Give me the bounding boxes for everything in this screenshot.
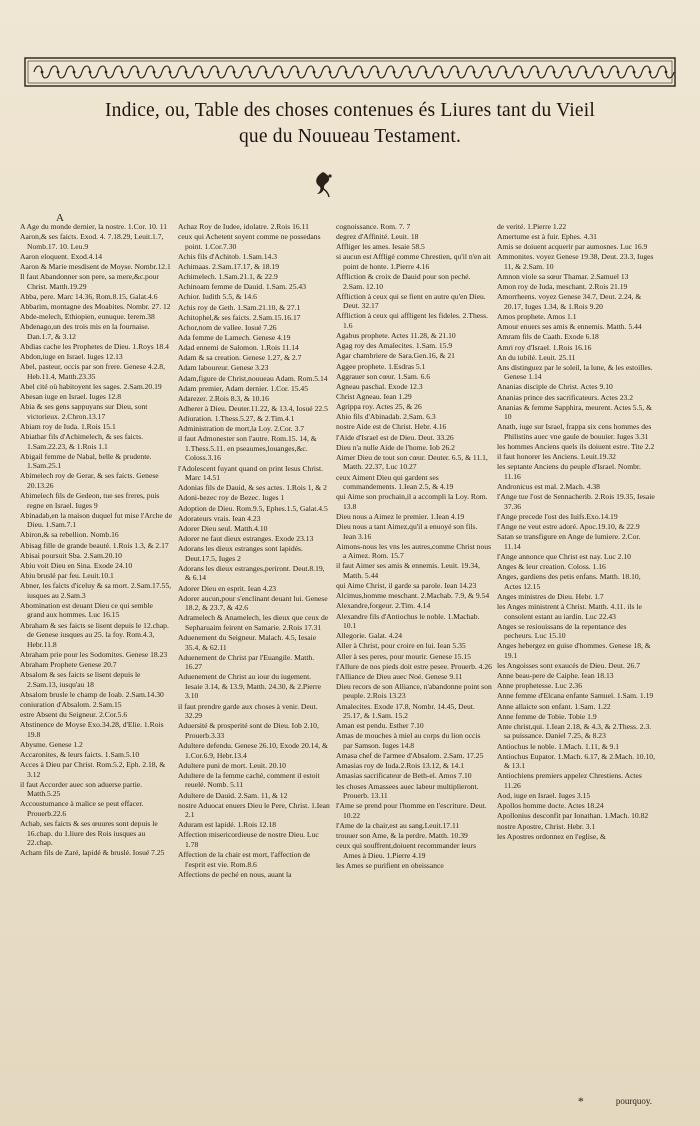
index-entry: Amalecites. Exode 17.8, Nombr. 14.45, Deut. 25.17, & 1.Sam. 15.2 bbox=[336, 701, 475, 721]
index-entry: les hommes Anciens quels ils doiuent estre. Tite 2.2 bbox=[497, 442, 655, 452]
headpiece-ornament bbox=[24, 57, 676, 87]
index-entry: Achaz Roy de Iudee, idolatre. 2.Rois 16.11 bbox=[178, 222, 309, 231]
index-entry: Amasias sacrificateur de Beth-el. Amos 7.10 bbox=[336, 771, 472, 781]
index-entry: Adherer à Dieu. Deuter.11.22, & 13.4, Iosué 22.5 bbox=[178, 403, 328, 413]
index-entry: Abimelech roy de Gerar, & ses faicts. Genese 20.13.26 bbox=[20, 471, 159, 490]
index-entry: Achimaas. 2.Sam.17.17, & 18.19 bbox=[178, 261, 280, 271]
index-entry: Adramelech & Anamelech, les dieux que ceux de Sepharuaim feirent en Samarie. 2.Rois 17.31 bbox=[178, 613, 329, 632]
index-entry: l'Ame de la chair,est au sang.Leuit.17.11 bbox=[336, 820, 460, 830]
index-entry: Abner, les faicts d'iceluy & sa mort. 2.Sam.17.55, iusques au 2.Sam.3 bbox=[20, 581, 172, 600]
index-entry: Achinoam femme de Dauid. 1.Sam. 25.43 bbox=[178, 282, 307, 292]
index-entry: Administration de mort,la Loy. 2.Cor. 3.7 bbox=[178, 424, 305, 434]
index-entry: Adultere defendu. Genese 26.10, Exode 20.14, & 1.Cor.6.9, Hebr.13.4 bbox=[178, 741, 328, 760]
index-entry: Andronicus est mal. 2.Mach. 4.38 bbox=[497, 482, 600, 492]
index-entry: Allegorie. Galat. 4.24 bbox=[336, 631, 403, 641]
index-entry: Agag roy des Amalecites. 1.Sam. 15.9 bbox=[336, 341, 453, 351]
index-entry: Ananias prince des sacrificateurs. Actes 23.2 bbox=[497, 392, 634, 402]
index-entry: Anges, gardiens des petis enfans. Matth. 18.10, Actes 12.15 bbox=[497, 572, 641, 591]
index-entry: A Age du monde dernier, la nostre. 1.Cor. 10. 11 bbox=[20, 222, 168, 231]
index-entry: Affliction à ceux qui se fient en autre qu'en Dieu. Deut. 32.17 bbox=[336, 291, 486, 311]
index-entry: Alexandre,forgeur. 2.Tim. 4.14 bbox=[336, 601, 431, 611]
index-entry: Christ Agneau. Iean 1.29 bbox=[336, 392, 412, 402]
index-entry: Achor,nom de vallee. Iosué 7.26 bbox=[178, 322, 277, 332]
index-entry: ceux qui Achetent soyent comme ne possedans point. 1.Cor.7.30 bbox=[178, 232, 321, 251]
index-entry: Amnon viole sa sœur Thamar. 2.Samuel 13 bbox=[497, 272, 629, 282]
index-entry: Abiam roy de Iuda. 1.Rois 15.1 bbox=[20, 421, 116, 431]
index-entry: Abraham & ses faicts se lisent depuis le 12.chap. de Genese iusques au 25. la foy. Rom.4.3, Hebr.11.8 bbox=[20, 620, 169, 649]
index-entry: Affections de peché en nous, auant la bbox=[178, 869, 292, 879]
index-entry: trouuer son Ame, & la perdre. Matth. 10.39 bbox=[336, 831, 468, 841]
index-entry: An du iubilé. Leuit. 25.11 bbox=[497, 352, 576, 362]
index-entry: Anne femme d'Elcana enfante Samuel. 1.Sam. 1.19 bbox=[497, 691, 654, 701]
page-footer bbox=[577, 1094, 652, 1108]
index-column-4 bbox=[497, 222, 657, 1112]
index-entry: Adorateurs vrais. Iean 4.23 bbox=[178, 513, 261, 523]
index-entry: Acham fils de Zaré, lapidé & bruslé. Iosué 7.25 bbox=[20, 848, 165, 858]
index-entry: si aucun est Affligé comme Chrestien, qu'il n'en ait point de honte. 1.Pierre 4.16 bbox=[336, 252, 491, 271]
index-entry: Abiu bruslé par feu. Leuit.10.1 bbox=[20, 570, 114, 580]
index-entry: Abinadab,en la maison duquel fut mise l'Arche de Dieu. 1.Sam.7.1 bbox=[20, 510, 172, 530]
index-entry: Abel cité où habitoyent les sages. 2.Sam.20.19 bbox=[20, 381, 162, 391]
index-entry: Aaron & Marie mesdisent de Moyse. Nombr.12.1 bbox=[20, 261, 171, 271]
index-entry: Aggrauer son cœur. 1.Sam. 6.6 bbox=[336, 371, 431, 381]
index-entry: Affection misericordieuse de nostre Dieu. Luc 1.78 bbox=[178, 830, 319, 850]
index-entry: Amorrheens. voyez Genese 34.7, Deut. 2.24, & 20.17, Iuges 1.34, & 1.Rois 9.20 bbox=[497, 292, 642, 311]
index-entry: Abomination est deuant Dieu ce qui semble grand aux hommes. Luc 16.15 bbox=[20, 600, 153, 620]
index-entry: Amasias roy de Iuda.2.Rois 13.12, & 14.1 bbox=[336, 761, 465, 771]
index-entry: Apollos homme docte. Actes 18.24 bbox=[497, 801, 604, 811]
index-entry: les choses Amassees auec labeur multiplieront. Prouerb. 13.11 bbox=[336, 781, 479, 801]
index-entry: qui Aime Christ, il garde sa parole. Iean 14.23 bbox=[336, 581, 477, 591]
index-entry: Aduersité & prosperité sont de Dieu. Iob 2.10, Prouerb.3.33 bbox=[178, 721, 319, 740]
index-entry: Alexandre fils d'Antiochus le noble. 1.Machab. 10.1 bbox=[336, 611, 480, 631]
catchword: pourquoy. bbox=[615, 1096, 652, 1106]
index-entry: Adam & sa creation. Genese 1.27, & 2.7 bbox=[178, 353, 302, 363]
index-entry: coniuration d'Absalom. 2.Sam.15 bbox=[20, 699, 122, 709]
index-entry: Aduenement du Seigneur. Malach. 4.5, Iesaie 35.4, & 62.11 bbox=[178, 633, 317, 652]
index-entry: Amos prophete. Amos 1.1 bbox=[497, 312, 577, 322]
index-entry: les septante Anciens du peuple d'Israel. Nombr. 11.16 bbox=[497, 462, 641, 481]
index-entry: Absalom brusle le champ de Ioab. 2.Sam.14.30 bbox=[20, 689, 164, 699]
index-entry: l'Ange precede l'ost des Iuifs.Exo.14.19 bbox=[497, 511, 618, 521]
index-entry: il faut Aimer ses amis & ennemis. Leuit. 19.34, Matth. 5.44 bbox=[336, 561, 480, 580]
index-entry: Ananias & femme Sapphira, meurent. Actes 5.5, & 10 bbox=[497, 402, 653, 422]
index-entry: Abel, pasteur, occis par son frere. Genese 4.2.8, Heb.11.4, Matth.23.35 bbox=[20, 362, 165, 381]
index-entry: Accoustumance à malice se peut effacer. Prouerb.22.6 bbox=[20, 799, 144, 819]
index-entry: Aman est pendu. Esther 7.10 bbox=[336, 721, 424, 731]
index-entry: Adam,figure de Christ,nouueau Adam. Rom.5.14 bbox=[178, 373, 328, 383]
index-entry: Adoni-bezec roy de Bezec. Iuges 1 bbox=[178, 493, 285, 503]
index-entry: qui Aime son prochain,il a accompli la Loy. Rom. 13.8 bbox=[336, 492, 488, 511]
index-entry: Anges ministres de Dieu. Hebr. 1.7 bbox=[497, 591, 604, 601]
index-entry: l'Ame se prend pour l'homme en l'escriture. Deut. 10.22 bbox=[336, 801, 487, 820]
index-entry: estre Absent du Seigneur. 2.Cor.5.6 bbox=[20, 709, 128, 719]
index-entry: Dieu recors de son Alliance, n'abandonne point son peuple. 2.Rois 13.23 bbox=[336, 681, 492, 701]
index-entry: Ada femme de Lamech. Genese 4.19 bbox=[178, 332, 291, 342]
index-entry: les Apostres ordonnez en l'eglise, & bbox=[497, 831, 606, 841]
index-entry: Adarezer. 2.Rois 8.3, & 10.16 bbox=[178, 393, 269, 403]
index-entry: Aduenement de Christ au iour du iugement. Iesaie 3.14, & 13.9, Matth. 24.30, & 2.Pierre 3.10 bbox=[178, 672, 322, 701]
index-entry: les Anges ministrent à Christ. Matth. 4.11. ils le consolent estant au iardin. Luc 22.43 bbox=[497, 602, 642, 621]
index-entry: Abiron,& sa rebellion. Nomb.16 bbox=[20, 530, 119, 540]
index-entry: cognoissance. Rom. 7. 7 bbox=[336, 222, 411, 231]
index-entry: Ammonites. voyez Genese 19.38, Deut. 23.3, Iuges 11, & 2.Sam. 10 bbox=[497, 252, 654, 271]
index-entry: degrez d'Affinité. Leuit. 18 bbox=[336, 232, 419, 242]
index-entry: Abstinence de Moyse Exo.34.28, d'Elie. 1.Rois 19.8 bbox=[20, 720, 164, 739]
index-entry: Agrippa roy. Actes 25, & 26 bbox=[336, 402, 422, 412]
index-entry: Amri roy d'Israel. 1.Rois 16.16 bbox=[497, 342, 592, 352]
index-entry: Absalom & ses faicts se lisent depuis le 2.Sam.13, iusqu'au 18 bbox=[20, 670, 141, 689]
index-entry: Aaron,& ses faicts. Exod. 4. 7.18.29, Leuit.1.7, Nomb.17. 10. Leu.9 bbox=[20, 232, 164, 251]
index-entry: l'Allure de nos pieds doit estre pesee. Prouerb. 4.26 bbox=[336, 661, 492, 671]
index-entry: Adorer ne faut dieux estranges. Exode 23.13 bbox=[178, 533, 314, 543]
index-entry: Aaron eloquent. Exod.4.14 bbox=[20, 251, 103, 261]
index-entry: Abbarim, montagne des Moabites. Nombr. 27. 12 bbox=[20, 301, 171, 311]
index-entry: nostre Aide est de Christ. Hebr. 4.16 bbox=[336, 422, 447, 432]
index-entry: Aimer Dieu de tout son cœur. Deuter. 6.5, & 11.1, Matth. 22.37, Luc 10.27 bbox=[336, 452, 488, 472]
index-entry: Abba, pere. Marc 14.36, Rom.8.15, Galat.4.6 bbox=[20, 291, 158, 301]
index-entry: Abiu voit Dieu en Sina. Exode 24.10 bbox=[20, 560, 133, 570]
index-entry: Ans distinguez par le soleil, la lune, & les estoilles. Genese 1.14 bbox=[497, 362, 653, 382]
index-entry: Abimelech fils de Gedeon, tue ses freres, puis regne en Israel. Iuges 9 bbox=[20, 491, 160, 510]
index-entry: Anne beau-pere de Caiphe. Iean 18.13 bbox=[497, 671, 614, 681]
index-entry: Abdenago,un des trois mis en la fournaise. Dan.1.7, & 3.12 bbox=[20, 322, 150, 341]
index-entry: Anges hebergez en guise d'hommes. Genese 18, & 19.1 bbox=[497, 641, 651, 660]
index-entry: Il faut Abandonner son pere, sa mere,&c.pour Christ. Matth.19.29 bbox=[20, 272, 159, 291]
index-entry: Abia & ses gens sappuyans sur Dieu, sont victorieux. 2.Chron.13.17 bbox=[20, 402, 148, 421]
index-entry: Adorer Dieu seul. Matth.4.10 bbox=[178, 523, 268, 533]
index-entry: Adam premier, Adam dernier. 1.Cor. 15.45 bbox=[178, 383, 309, 393]
index-entry: Aimons-nous les vns les autres,comme Christ nous a Aimez. Rom. 15.7 bbox=[336, 541, 492, 561]
index-entry: Abysme. Genese 1.2 bbox=[20, 739, 83, 749]
title-line-2: que du Nouueau Testament. bbox=[238, 126, 462, 147]
index-entry: Acces à Dieu par Christ. Rom.5.2, Eph. 2.18, & 3.12 bbox=[20, 760, 166, 779]
index-entry: Abraham Prophete Genese 20.7 bbox=[20, 659, 117, 669]
index-entry: Dieu nous a Aimez le premier. 1.Iean 4.19 bbox=[336, 511, 465, 521]
index-entry: Achitophel,& ses faicts. 2.Sam.15.16.17 bbox=[178, 312, 301, 322]
index-entry: Adiuration. 1.Thess.5.27, & 2.Tim.4.1 bbox=[178, 414, 295, 424]
index-entry: Adultere puni de mort. Leuit. 20.10 bbox=[178, 760, 286, 770]
index-entry: Ahio fils d'Abinadab. 2.Sam. 6.3 bbox=[336, 412, 436, 422]
index-entry: Anath, iuge sur Israel, frappa six cens hommes des Philistins auec vne gaule de bouuier. Iuges 3.31 bbox=[497, 422, 652, 441]
index-entry: Abdon,iuge en Israel. Iuges 12.13 bbox=[20, 352, 123, 362]
index-entry: Abesan iuge en Israel. Iuges 12.8 bbox=[20, 392, 122, 402]
index-entry: ceux Aiment Dieu qui gardent ses commandements. 1.Iean 2.5, & 4.19 bbox=[336, 472, 454, 492]
index-entry: nostre Aduocat enuers Dieu le Pere, Christ. 1.Iean 2.1 bbox=[178, 800, 330, 820]
index-entry: Abisag fille de grande beauté. 1.Rois 1.3, & 2.17 bbox=[20, 540, 169, 550]
index-entry: Achab, ses faicts & ses œuures sont depuis le 16.chap. du 1.liure des Rois iusques au 22.chap. bbox=[20, 819, 158, 848]
index-entry: Aller à ses peres, pour mourir. Genese 15.15 bbox=[336, 651, 471, 661]
index-entry: Adonias fils de Dauid, & ses actes. 1.Rois 1, & 2 bbox=[178, 483, 327, 493]
index-entry: Antiochiens premiers appelez Chrestiens. Actes 11.26 bbox=[497, 771, 642, 790]
index-entry: Aod, iuge en Israel. Iuges 3.15 bbox=[497, 791, 591, 801]
page-title bbox=[40, 98, 660, 150]
index-entry: Adorer Dieu en esprit. Iean 4.23 bbox=[178, 583, 277, 593]
index-entry: Abraham prie pour les Sodomites. Genese 18.23 bbox=[20, 649, 168, 659]
section-letter: A bbox=[56, 212, 64, 224]
index-entry: ceux qui souffrent,doiuent recommander leurs Ames à Dieu. 1.Pierre 4.19 bbox=[336, 841, 477, 860]
fleuron-icon bbox=[310, 170, 336, 200]
index-entry: Affliger les ames. Iesaie 58.5 bbox=[336, 242, 425, 252]
index-entry: Satan se transfigure en Ange de lumiere. 2.Cor. 11.14 bbox=[497, 532, 641, 551]
index-entry: Amertume est à fuir. Ephes. 4.31 bbox=[497, 232, 597, 242]
index-entry: Agabus prophete. Actes 11.28, & 21.10 bbox=[336, 331, 456, 341]
index-entry: Abde-melech, Ethiopien, eunuque. Ierem.38 bbox=[20, 312, 155, 322]
index-entry: Dieu nous a tant Aimez,qu'il a enuoyé son fils. Iean 3.16 bbox=[336, 522, 478, 541]
index-entry: Adorans les dieux estranges,periront. Deut.8.19, & 6.14 bbox=[178, 563, 325, 583]
index-entry: Alcimus,homme meschant. 2.Machab. 7.9, & 9.54 bbox=[336, 591, 490, 601]
index-entry: Affliction & croix de Dauid pour son peché. 2.Sam. 12.10 bbox=[336, 272, 471, 291]
index-entry: Adultere de la femme caché, comment il estoit reuelé. Nomb. 5.11 bbox=[178, 770, 320, 790]
index-entry: l'Adolescent fuyant quand on print Iesus Christ. Marc 14.51 bbox=[178, 463, 323, 483]
index-entry: Abdias cache les Prophetes de Dieu. 1.Roys 18.4 bbox=[20, 341, 169, 351]
index-entry: l'Ange annonce que Christ est nay. Luc 2.10 bbox=[497, 551, 631, 561]
index-entry: Affliction à ceux qui affligent les fideles. 2.Thess. 1.6 bbox=[336, 311, 488, 331]
index-entry: Amis se doiuent acquerir par aumosnes. Luc 16.9 bbox=[497, 242, 648, 252]
index-entry: Affection de la chair est mort, l'affection de l'esprit est vie. Rom.8.6 bbox=[178, 850, 311, 869]
index-entry: les Ames se purifient en obeissance bbox=[336, 860, 444, 870]
index-entry: il faut Admonester son l'autre. Rom.15. 14, & 1.Thess.5.11. en pseaumes,louanges,&c. Coloss.3.16 bbox=[178, 434, 317, 463]
index-entry: Aggee prophete. 1.Esdras 5.1 bbox=[336, 361, 426, 371]
index-entry: l'Alliance de Dieu auec Noé. Genese 9.11 bbox=[336, 671, 463, 681]
index-entry: Anges se resiouissans de la repentance des pecheurs. Luc 15.10 bbox=[497, 621, 627, 641]
index-column-2 bbox=[178, 222, 330, 1082]
index-entry: Amasa chef de l'armee d'Absalom. 2.Sam. 17.25 bbox=[336, 751, 484, 761]
index-entry: Adoption de Dieu. Rom.9.5, Ephes.1.5, Galat.4.5 bbox=[178, 503, 328, 513]
index-entry: Aduram est lapidé. 1.Rois 12.18 bbox=[178, 820, 277, 830]
index-entry: Achis roy de Geth. 1.Sam.21.10, & 27.1 bbox=[178, 302, 301, 312]
index-entry: Anne femme de Tobie. Tobie 1.9 bbox=[497, 711, 597, 721]
index-entry: il faut honorer les Anciens. Leuit.19.32 bbox=[497, 452, 616, 462]
index-entry: Ananias disciple de Christ. Actes 9.10 bbox=[497, 382, 613, 392]
index-entry: Amas de mouches à miel au corps du lion occis par Samson. Iuges 14.8 bbox=[336, 731, 481, 750]
index-entry: Aduenement de Christ par l'Euangile. Matth. 16.27 bbox=[178, 652, 315, 672]
title-line-1: Indice, ou, Table des choses contenues és Liures tant du Vieil bbox=[104, 100, 596, 121]
index-entry: Adam laboureur. Genese 3.23 bbox=[178, 363, 269, 373]
index-entry: Achimelech. 1.Sam.21.1, & 22.9 bbox=[178, 272, 278, 282]
index-entry: Agneau paschal. Exode 12.3 bbox=[336, 381, 423, 391]
index-entry: Achior. Iudith 5.5, & 14.6 bbox=[178, 292, 257, 302]
index-entry: les Angoisses sont exaucés de Dieu. Deut. 26.7 bbox=[497, 661, 640, 671]
index-entry: Anne prophetesse. Luc 2.36 bbox=[497, 681, 582, 691]
index-entry: l'Aide d'Israel est de Dieu. Deut. 33.26 bbox=[336, 432, 454, 442]
index-entry: Adorer aucun,pour s'enclinant deuant lui. Genese 18.2, & 23.7, & 42.6 bbox=[178, 593, 328, 613]
index-entry: l'Ange tue l'ost de Sennacherib. 2.Rois 19.35, Iesaie 37.36 bbox=[497, 492, 655, 511]
index-entry: Amram fils de Caath. Exode 6.18 bbox=[497, 332, 599, 342]
index-entry: nostre Apostre, Christ. Hebr. 3.1 bbox=[497, 821, 596, 831]
index-entry: Antiochus le noble. 1.Mach. 1.11, & 9.1 bbox=[497, 741, 620, 751]
index-entry: Abisai poursuit Sba. 2.Sam.20.10 bbox=[20, 550, 122, 560]
index-entry: Apollonius desconfit par Ionathan. 1.Mach. 10.82 bbox=[497, 811, 649, 821]
index-entry: Accaronites, & leurs faicts. 1.Sam.5.10 bbox=[20, 749, 140, 759]
index-column-3 bbox=[336, 222, 492, 1112]
index-entry: Adultere de Dauid. 2.Sam. 11, & 12 bbox=[178, 790, 288, 800]
index-entry: Amour enuers ses amis & ennemis. Matth. 5.44 bbox=[497, 322, 642, 332]
index-entry: Anne allaicte son enfant. 1.Sam. 1.22 bbox=[497, 701, 611, 711]
index-entry: Adad ennemi de Salomon. 1.Rois 11.14 bbox=[178, 343, 299, 353]
index-entry: Aller à Christ, pour croire en lui. Iean 5.35 bbox=[336, 641, 466, 651]
index-entry: Amon roy de Iuda, meschant. 2.Rois 21.19 bbox=[497, 282, 628, 292]
index-entry: il faut Accorder auec son aduerse partie. Matth.5.25 bbox=[20, 779, 143, 799]
index-entry: Abiathar fils d'Achimelech, & ses faicts. 1.Sam.22.23, & 1.Rois 1.1 bbox=[20, 431, 144, 451]
index-entry: Abigail femme de Nabal, belle & prudente. 1.Sam.25.1 bbox=[20, 451, 152, 471]
signature-mark: * bbox=[577, 1094, 584, 1108]
index-entry: Ante christ,qui. 1.Iean 2.18, & 4.3, & 2.Thess. 2.3. sa puissance. Daniel 7.25, & 8.23 bbox=[497, 721, 652, 741]
index-entry: Adorans les dieux estranges sont lapidés. Deut.17.5, Iuges 2 bbox=[178, 544, 303, 563]
index-entry: Achis fils d'Achitob. 1.Sam.14.3 bbox=[178, 251, 278, 261]
index-entry: Agar chambriere de Sara.Gen.16, & 21 bbox=[336, 351, 455, 361]
index-entry: Antiochus Eupator. 1.Mach. 6.17, & 2.Mach. 10.10, & 13.1 bbox=[497, 751, 655, 771]
index-entry: l'Ange ne veut estre adoré. Apoc.19.10, & 22.9 bbox=[497, 522, 640, 532]
index-entry: Dieu n'a nulle Aide de l'home. Iob 26.2 bbox=[336, 442, 455, 452]
index-entry: il faut prendre garde aux choses à venir. Deut. 32.29 bbox=[178, 701, 318, 721]
index-column-1 bbox=[20, 222, 172, 1102]
index-entry: de verité. 1.Pierre 1.22 bbox=[497, 222, 567, 231]
index-entry: Anges & leur creation. Coloss. 1.16 bbox=[497, 562, 606, 572]
